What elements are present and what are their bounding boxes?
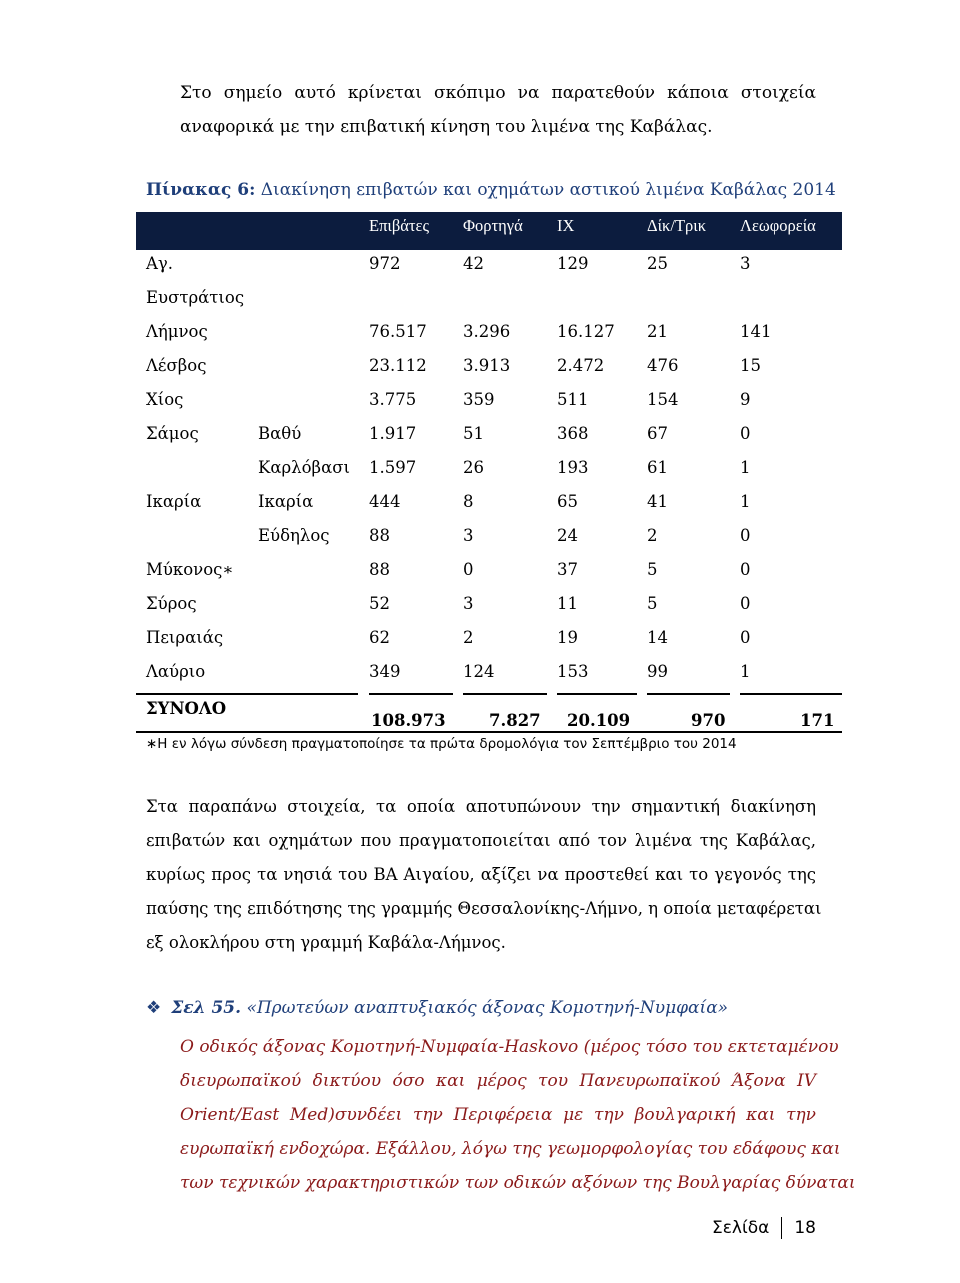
row-port: Λαύριο (146, 662, 206, 681)
paragraph-line: Στα παραπάνω στοιχεία, τα οποία αποτυπώνουν την σημαντική διακίνηση (146, 797, 816, 816)
row-subport: Εύδηλος (258, 526, 330, 545)
page-footer (712, 1217, 816, 1239)
table-cell: 0 (740, 628, 751, 647)
page-label: Σελίδα (712, 1218, 770, 1238)
paragraph-line: παύσης της επιδότησης της γραμμής Θεσσαλονίκης-Λήμνο, η οποία μεταφέρεται (146, 899, 822, 918)
table-cell: 2 (647, 526, 658, 545)
row-port: Λήμνος (146, 322, 208, 341)
total-rule-top (647, 693, 730, 695)
column-header: Λεωφορεία (740, 216, 816, 235)
table-cell: 0 (463, 560, 474, 579)
footer-divider (781, 1217, 782, 1239)
row-port: Ικαρία (146, 492, 202, 511)
table-cell: 2 (463, 628, 474, 647)
table-cell: 11 (557, 594, 578, 613)
row-port: Ευστράτιος (146, 288, 245, 307)
bullet-heading (146, 998, 728, 1018)
table-cell: 1.597 (369, 458, 417, 477)
quote-line: διευρωπαϊκού δικτύου όσο και μέρος του Πανευρωπαϊκού Άξονα IV (180, 1071, 816, 1091)
quote-line: των τεχνικών χαρακτηριστικών των οδικών αξόνων της Βουλγαρίας δύναται (180, 1173, 856, 1193)
intro-line: Στο σημείο αυτό κρίνεται σκόπιμο να παρατεθούν κάποια στοιχεία (180, 83, 816, 103)
table-cell: 24 (557, 526, 578, 545)
table-cell: 511 (557, 390, 589, 409)
diamond-bullet-icon: ❖ (146, 998, 162, 1018)
table-footnote: ∗Η εν λόγω σύνδεση πραγματοποίησε τα πρώτα δρομολόγια τον Σεπτέμβριο του 2014 (146, 736, 737, 752)
column-header: ΙΧ (557, 216, 575, 235)
total-rule-top (557, 693, 637, 695)
table-cell: 0 (740, 526, 751, 545)
table-cell: 67 (647, 424, 668, 443)
table-cell: 3.913 (463, 356, 511, 375)
total-rule-top (369, 693, 453, 695)
table-cell: 1 (740, 492, 751, 511)
table-cell: 972 (369, 254, 401, 273)
table-cell: 26 (463, 458, 484, 477)
total-value: 108.973 (371, 711, 446, 730)
quoted-text (180, 1030, 856, 1200)
bullet-reference: Σελ 55. (171, 998, 242, 1018)
table-cell: 88 (369, 560, 390, 579)
row-port: Μύκονος∗ (146, 560, 234, 579)
table-bottom-rule (136, 731, 842, 733)
row-subport: Καρλόβασι (258, 458, 350, 477)
table-cell: 3 (463, 594, 474, 613)
table-cell: 5 (647, 594, 658, 613)
table-cell: 153 (557, 662, 589, 681)
table-cell: 368 (557, 424, 589, 443)
column-header: Επιβάτες (369, 216, 429, 235)
table-cell: 61 (647, 458, 668, 477)
column-header: Φορτηγά (463, 216, 523, 235)
body-paragraph (146, 790, 822, 960)
table-cell: 3 (463, 526, 474, 545)
table-cell: 19 (557, 628, 578, 647)
table-cell: 0 (740, 560, 751, 579)
table-cell: 359 (463, 390, 495, 409)
table-cell: 42 (463, 254, 484, 273)
table-cell: 349 (369, 662, 401, 681)
table-cell: 3 (740, 254, 751, 273)
total-rule-top (740, 693, 842, 695)
paragraph-line: εξ ολοκλήρου στη γραμμή Καβάλα-Λήμνος. (146, 933, 506, 952)
table-cell: 52 (369, 594, 390, 613)
table-cell: 5 (647, 560, 658, 579)
table-cell: 0 (740, 424, 751, 443)
total-value: 20.109 (567, 711, 631, 730)
column-header: Δίκ/Τρικ (647, 216, 707, 235)
total-value: 7.827 (489, 711, 541, 730)
page-number: 18 (794, 1218, 816, 1238)
table-cell: 3.296 (463, 322, 511, 341)
quote-line: Orient/East Med)συνδέει την Περιφέρεια με την βουλγαρική και την (180, 1105, 816, 1125)
row-port: Αγ. (146, 254, 174, 273)
intro-line: αναφορικά με την επιβατική κίνηση του λιμένα της Καβάλας. (180, 117, 713, 137)
row-port: Σάμος (146, 424, 199, 443)
table-cell: 129 (557, 254, 589, 273)
table-cell: 1 (740, 662, 751, 681)
total-rule-top (463, 693, 547, 695)
table-cell: 15 (740, 356, 761, 375)
row-port: Λέσβος (146, 356, 207, 375)
row-port: Πειραιάς (146, 628, 224, 647)
intro-paragraph (180, 76, 816, 144)
table-cell: 1.917 (369, 424, 417, 443)
paragraph-line: επιβατών και οχημάτων που πραγματοποιείται από τον λιμένα της Καβάλας, (146, 831, 816, 850)
table-cell: 41 (647, 492, 668, 511)
table-cell: 76.517 (369, 322, 427, 341)
table-cell: 193 (557, 458, 589, 477)
table-caption-label: Πίνακας 6: (146, 180, 256, 200)
table-cell: 14 (647, 628, 668, 647)
table-cell: 65 (557, 492, 578, 511)
table-cell: 444 (369, 492, 401, 511)
table-cell: 62 (369, 628, 390, 647)
row-subport: Ικαρία (258, 492, 314, 511)
table-cell: 1 (740, 458, 751, 477)
table-cell: 99 (647, 662, 668, 681)
row-port: Χίος (146, 390, 184, 409)
table-cell: 0 (740, 594, 751, 613)
row-subport: Βαθύ (258, 424, 302, 443)
table-cell: 21 (647, 322, 668, 341)
quote-line: ευρωπαϊκή ενδοχώρα. Εξάλλου, λόγω της γεωμορφολογίας του εδάφους και (180, 1139, 841, 1159)
total-value: 970 (691, 711, 726, 730)
table-cell: 154 (647, 390, 679, 409)
row-port: Σύρος (146, 594, 197, 613)
table-cell: 124 (463, 662, 495, 681)
table-caption-text: Διακίνηση επιβατών και οχημάτων αστικού λιμένα Καβάλας 2014 (260, 180, 836, 200)
table-cell: 476 (647, 356, 679, 375)
table-cell: 2.472 (557, 356, 605, 375)
table-cell: 141 (740, 322, 772, 341)
total-value: 171 (800, 711, 835, 730)
table-cell: 88 (369, 526, 390, 545)
table-cell: 51 (463, 424, 484, 443)
quote-line: Ο οδικός άξονας Κομοτηνή-Νυμφαία-Haskovo (μέρος τόσο του εκτεταμένου (180, 1037, 839, 1057)
total-label: ΣΥΝΟΛΟ (146, 699, 227, 718)
bullet-title: «Πρωτεύων αναπτυξιακός άξονας Κομοτηνή-Νυμφαία» (246, 998, 729, 1018)
table-cell: 37 (557, 560, 578, 579)
table-cell: 9 (740, 390, 751, 409)
table-cell: 23.112 (369, 356, 427, 375)
paragraph-line: κυρίως προς τα νησιά του ΒΑ Αιγαίου, αξίζει να προστεθεί και το γεγονός της (146, 865, 816, 884)
table-cell: 8 (463, 492, 474, 511)
table-caption (146, 180, 836, 200)
table-cell: 3.775 (369, 390, 417, 409)
table-cell: 16.127 (557, 322, 615, 341)
table-cell: 25 (647, 254, 668, 273)
total-rule-top (136, 693, 358, 695)
